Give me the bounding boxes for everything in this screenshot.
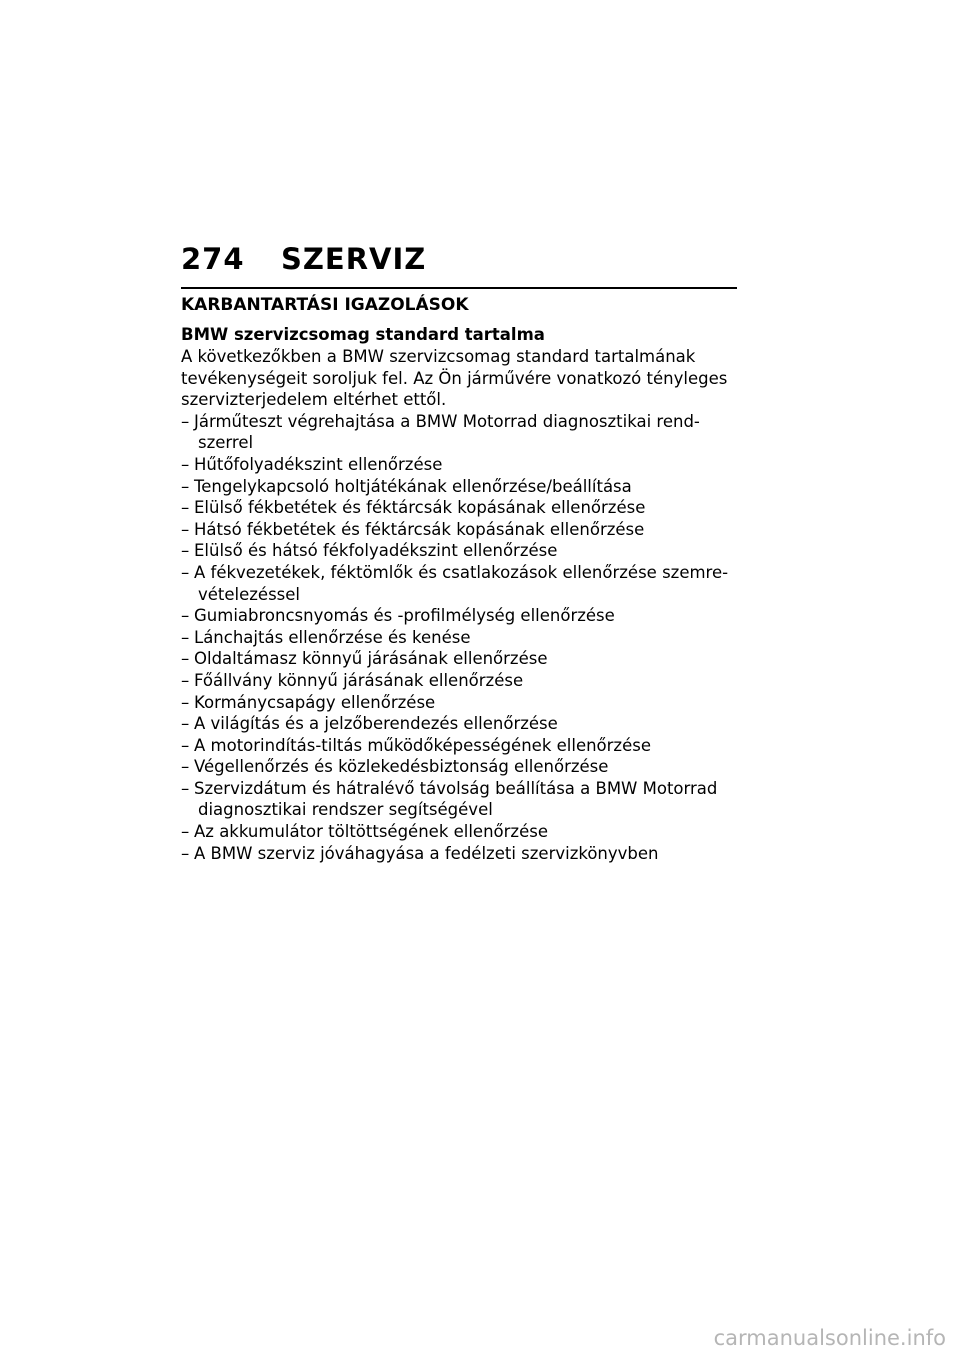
dash-bullet: – (181, 843, 190, 863)
dash-bullet: – (181, 476, 190, 496)
list-item-text: Gumiabroncsnyomás és -profilmélység ellenőrzése (194, 606, 615, 626)
list-item (181, 821, 737, 843)
list-item (181, 627, 737, 649)
list-item-text: Járműteszt végrehajtása a BMW Motorrad diagnosztikai rend- (194, 411, 700, 431)
service-item-list (181, 411, 737, 864)
list-item-text: Szervizdátum és hátralévő távolság beállítása a BMW Motorrad (194, 778, 718, 798)
list-item-text: Hátsó fékbetétek és féktárcsák kopásának ellenőrzése (194, 519, 645, 539)
page-number: 274 (181, 242, 245, 276)
page-header (181, 242, 426, 276)
list-item-continuation: diagnosztikai rendszer segítségével (198, 800, 493, 820)
list-item-text: A fékvezetékek, féktömlők és csatlakozások ellenőrzése szemre- (194, 562, 729, 582)
chapter-title: SZERVIZ (281, 242, 427, 276)
dash-bullet: – (181, 778, 190, 798)
list-item (181, 843, 737, 865)
list-item-text: A motorindítás-tiltás működőképességének ellenőrzése (194, 735, 651, 755)
list-item-text: Tengelykapcsoló holtjátékának ellenőrzése/beállítása (194, 476, 632, 496)
dash-bullet: – (181, 692, 190, 712)
dash-bullet: – (181, 757, 190, 777)
list-item (181, 540, 737, 562)
list-item-continuation: szerrel (198, 433, 254, 453)
dash-bullet: – (181, 627, 190, 647)
section-title: KARBANTARTÁSI IGAZOLÁSOK (181, 287, 737, 316)
dash-bullet: – (181, 498, 190, 518)
dash-bullet: – (181, 670, 190, 690)
list-item-continuation: vételezéssel (198, 584, 301, 604)
dash-bullet: – (181, 519, 190, 539)
dash-bullet: – (181, 714, 190, 734)
dash-bullet: – (181, 822, 190, 842)
list-item (181, 713, 737, 735)
list-item-text: Végellenőrzés és közlekedésbiztonság ellenőrzése (194, 757, 609, 777)
list-item-text: Lánchajtás ellenőrzése és kenése (194, 627, 471, 647)
list-item-text: A BMW szerviz jóváhagyása a fedélzeti szervizkönyvben (194, 843, 659, 863)
list-item-text: A világítás és a jelzőberendezés ellenőrzése (194, 714, 558, 734)
list-item (181, 756, 737, 778)
list-item (181, 605, 737, 627)
list-item (181, 519, 737, 541)
dash-bullet: – (181, 735, 190, 755)
list-item (181, 670, 737, 692)
dash-bullet: – (181, 562, 190, 582)
list-item-text: Elülső és hátsó fékfolyadékszint ellenőrzése (194, 541, 558, 561)
list-item (181, 648, 737, 670)
dash-bullet: – (181, 411, 190, 431)
list-item-text: Kormánycsapágy ellenőrzése (194, 692, 436, 712)
list-item-text: Az akkumulátor töltöttségének ellenőrzése (194, 822, 548, 842)
watermark: carmanualsonline.info (713, 1326, 946, 1350)
list-item (181, 411, 737, 454)
list-item (181, 497, 737, 519)
dash-bullet: – (181, 606, 190, 626)
list-item (181, 476, 737, 498)
list-item-text: Főállvány könnyű járásának ellenőrzése (194, 670, 524, 690)
list-item-text: Hűtőfolyadékszint ellenőrzése (194, 454, 443, 474)
dash-bullet: – (181, 454, 190, 474)
list-item-text: Oldaltámasz könnyű járásának ellenőrzése (194, 649, 548, 669)
list-item (181, 562, 737, 605)
list-item-text: Elülső fékbetétek és féktárcsák kopásának ellenőrzése (194, 498, 646, 518)
maintenance-section (181, 287, 737, 864)
list-item (181, 692, 737, 714)
subheading: BMW szervizcsomag standard tartalma (181, 325, 545, 344)
list-item (181, 735, 737, 757)
dash-bullet: – (181, 649, 190, 669)
list-item (181, 454, 737, 476)
dash-bullet: – (181, 541, 190, 561)
list-item (181, 778, 737, 821)
intro-paragraph: A következőkben a BMW szervizcsomag standard tartalmának tevékenységeit soroljuk fel. Az Ön járművére vonatkozó tényleges szervizterjedelem eltérhet ettől. (181, 347, 728, 410)
